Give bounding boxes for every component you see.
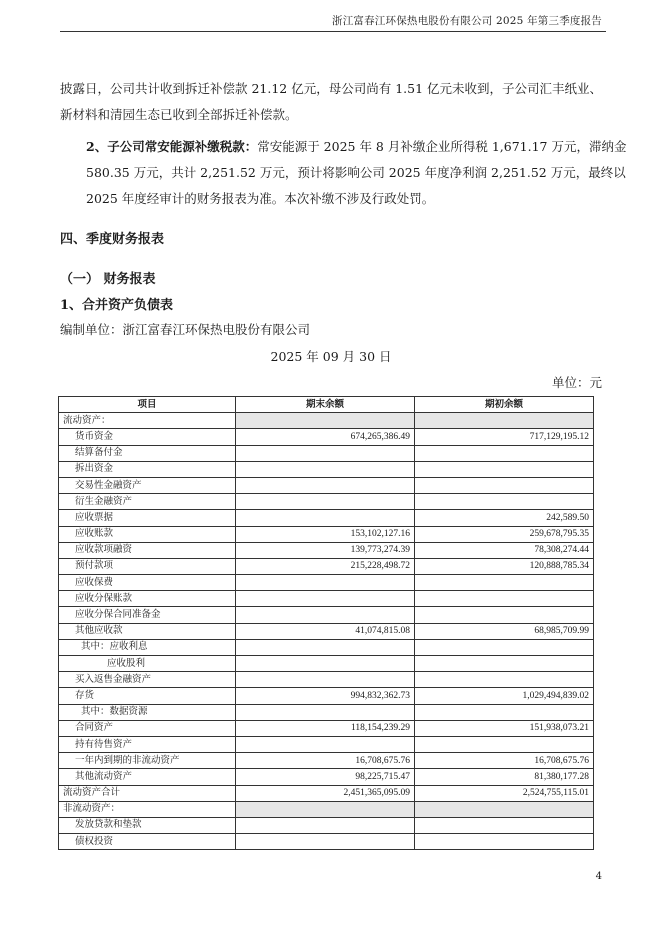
row-label: 其中：数据资源	[81, 707, 148, 718]
row-label: 应收分保账款	[75, 593, 133, 604]
row-label: 其他应收款	[75, 626, 123, 637]
table-row	[59, 413, 594, 429]
begin-balance-cell	[415, 575, 594, 591]
table-row	[59, 688, 594, 704]
tax-payment-heading: 2、子公司常安能源补缴税款：	[86, 139, 258, 154]
table-row	[59, 769, 594, 785]
table-row	[59, 736, 594, 752]
end-balance-cell	[236, 607, 415, 623]
table-row	[59, 639, 594, 655]
row-label-cell	[59, 672, 236, 688]
begin-balance-cell	[415, 413, 594, 429]
row-label: 流动资产合计	[63, 788, 121, 799]
begin-balance-cell: 68,985,709.99	[415, 623, 594, 639]
row-label: 交易性金融资产	[75, 480, 142, 491]
header-item: 项目	[59, 397, 236, 413]
begin-balance-cell	[415, 736, 594, 752]
paragraph-compensation: 披露日，公司共计收到拆迁补偿款 21.12 亿元，母公司尚有 1.51 亿元未收到，子公司汇丰纸业、新材料和清园生态已收到全部拆迁补偿款。	[60, 81, 603, 122]
row-label-cell	[59, 477, 236, 493]
row-label-cell	[59, 769, 236, 785]
row-label: 合同资产	[75, 723, 114, 734]
statement-date: 2025 年 09 月 30 日	[270, 349, 392, 364]
table-row	[59, 477, 594, 493]
begin-balance-cell	[415, 672, 594, 688]
table-row	[59, 542, 594, 558]
header-begin-balance: 期初余额	[415, 397, 594, 413]
balance-sheet-table	[58, 396, 594, 850]
row-label-cell	[59, 753, 236, 769]
table-row	[59, 704, 594, 720]
end-balance-cell	[236, 477, 415, 493]
begin-balance-cell	[415, 445, 594, 461]
table-row	[59, 526, 594, 542]
end-balance-cell	[236, 575, 415, 591]
end-balance-cell: 41,074,815.08	[236, 623, 415, 639]
compiler-line: 编制单位：浙江富春江环保热电股份有限公司	[60, 322, 311, 337]
page-number: 4	[595, 871, 602, 882]
begin-balance-cell: 78,308,274.44	[415, 542, 594, 558]
end-balance-cell: 118,154,239.29	[236, 720, 415, 736]
begin-balance-cell: 717,129,195.12	[415, 429, 594, 445]
end-balance-cell: 2,451,365,095.09	[236, 785, 415, 801]
begin-balance-cell: 2,524,755,115.01	[415, 785, 594, 801]
end-balance-cell	[236, 801, 415, 817]
begin-balance-cell: 16,708,675.76	[415, 753, 594, 769]
end-balance-cell	[236, 461, 415, 477]
table-row	[59, 720, 594, 736]
table-row	[59, 445, 594, 461]
row-label: 衍生金融资产	[75, 496, 133, 507]
begin-balance-cell: 259,678,795.35	[415, 526, 594, 542]
tax-payment-body: 常安能源于 2025 年 8 月补缴企业所得税 1,671.17 万元，滞纳金 580.35 万元，共计 2,251.52 万元，预计将影响公司 2025 年度净利润 2,251.52 万元，最终以 2025 年度经审计的财务报表为准。本次补缴不涉及行政处罚。	[86, 139, 627, 206]
row-label: 应收票据	[75, 512, 114, 523]
end-balance-cell	[236, 413, 415, 429]
report-header: 浙江富春江环保热电股份有限公司 2025 年第三季度报告	[332, 15, 602, 27]
begin-balance-cell	[415, 477, 594, 493]
row-label-cell	[59, 704, 236, 720]
end-balance-cell	[236, 736, 415, 752]
row-label-cell	[59, 558, 236, 574]
begin-balance-cell	[415, 461, 594, 477]
begin-balance-cell: 120,888,785.34	[415, 558, 594, 574]
table-row	[59, 510, 594, 526]
end-balance-cell	[236, 656, 415, 672]
end-balance-cell	[236, 591, 415, 607]
row-label: 买入返售金融资产	[75, 674, 152, 685]
section-heading-financial-statements: 四、季度财务报表	[60, 232, 165, 247]
row-label: 发放贷款和垫款	[75, 820, 142, 831]
end-balance-cell: 994,832,362.73	[236, 688, 415, 704]
row-label-cell	[59, 607, 236, 623]
end-balance-cell	[236, 510, 415, 526]
row-label: 应收分保合同准备金	[75, 610, 161, 621]
row-label: 其他流动资产	[75, 771, 133, 782]
row-label-cell	[59, 656, 236, 672]
row-label-cell	[59, 785, 236, 801]
begin-balance-cell	[415, 834, 594, 850]
row-label-cell	[59, 591, 236, 607]
row-label: 一年内到期的非流动资产	[75, 755, 180, 766]
unit-label: 单位：元	[551, 375, 602, 390]
row-label: 应收保费	[75, 577, 114, 588]
table-row	[59, 753, 594, 769]
begin-balance-cell: 242,589.50	[415, 510, 594, 526]
row-label: 其中：应收利息	[81, 642, 148, 653]
end-balance-cell: 139,773,274.39	[236, 542, 415, 558]
row-label-cell	[59, 445, 236, 461]
begin-balance-cell	[415, 704, 594, 720]
row-label: 存货	[75, 690, 95, 701]
row-label-cell	[59, 429, 236, 445]
begin-balance-cell	[415, 801, 594, 817]
end-balance-cell	[236, 834, 415, 850]
end-balance-cell	[236, 445, 415, 461]
header-end-balance: 期末余额	[236, 397, 415, 413]
begin-balance-cell: 1,029,494,839.02	[415, 688, 594, 704]
table-row	[59, 461, 594, 477]
end-balance-cell: 674,265,386.49	[236, 429, 415, 445]
row-label: 拆出资金	[75, 464, 114, 475]
begin-balance-cell	[415, 817, 594, 833]
row-label-cell	[59, 801, 236, 817]
row-label: 流动资产：	[63, 415, 111, 426]
row-label-cell	[59, 494, 236, 510]
end-balance-cell	[236, 672, 415, 688]
row-label-cell	[59, 510, 236, 526]
balance-sheet-title: 1、合并资产负债表	[60, 298, 174, 313]
begin-balance-cell	[415, 494, 594, 510]
row-label-cell	[59, 720, 236, 736]
row-label: 预付款项	[75, 561, 114, 572]
row-label-cell	[59, 526, 236, 542]
begin-balance-cell	[415, 607, 594, 623]
table-header-row	[59, 397, 594, 413]
table-row	[59, 656, 594, 672]
row-label: 债权投资	[75, 836, 114, 847]
header-divider	[60, 31, 606, 32]
subsection-heading: （一） 财务报表	[60, 272, 156, 287]
row-label-cell	[59, 461, 236, 477]
table-row	[59, 801, 594, 817]
row-label: 应收账款	[75, 529, 114, 540]
row-label: 货币资金	[75, 431, 114, 442]
end-balance-cell: 16,708,675.76	[236, 753, 415, 769]
row-label: 应收股利	[107, 658, 146, 669]
begin-balance-cell	[415, 656, 594, 672]
end-balance-cell	[236, 494, 415, 510]
row-label-cell	[59, 623, 236, 639]
row-label: 持有待售资产	[75, 739, 133, 750]
row-label: 结算备付金	[75, 448, 123, 459]
row-label-cell	[59, 834, 236, 850]
row-label-cell	[59, 413, 236, 429]
table-row	[59, 494, 594, 510]
table-row	[59, 429, 594, 445]
paragraph-tax-payment	[60, 134, 632, 212]
row-label-cell	[59, 639, 236, 655]
end-balance-cell	[236, 817, 415, 833]
row-label-cell	[59, 575, 236, 591]
table-row	[59, 591, 594, 607]
table-row	[59, 558, 594, 574]
table-row	[59, 623, 594, 639]
end-balance-cell	[236, 639, 415, 655]
begin-balance-cell	[415, 591, 594, 607]
end-balance-cell: 215,228,498.72	[236, 558, 415, 574]
end-balance-cell: 98,225,715.47	[236, 769, 415, 785]
row-label-cell	[59, 736, 236, 752]
row-label-cell	[59, 688, 236, 704]
table-row	[59, 575, 594, 591]
table-row	[59, 672, 594, 688]
table-row	[59, 817, 594, 833]
begin-balance-cell	[415, 639, 594, 655]
begin-balance-cell: 81,380,177.28	[415, 769, 594, 785]
end-balance-cell: 153,102,127.16	[236, 526, 415, 542]
row-label-cell	[59, 542, 236, 558]
table-row	[59, 834, 594, 850]
row-label: 应收款项融资	[75, 545, 133, 556]
row-label: 非流动资产：	[63, 804, 121, 815]
begin-balance-cell: 151,938,073.21	[415, 720, 594, 736]
row-label-cell	[59, 817, 236, 833]
table-row	[59, 785, 594, 801]
end-balance-cell	[236, 704, 415, 720]
table-row	[59, 607, 594, 623]
